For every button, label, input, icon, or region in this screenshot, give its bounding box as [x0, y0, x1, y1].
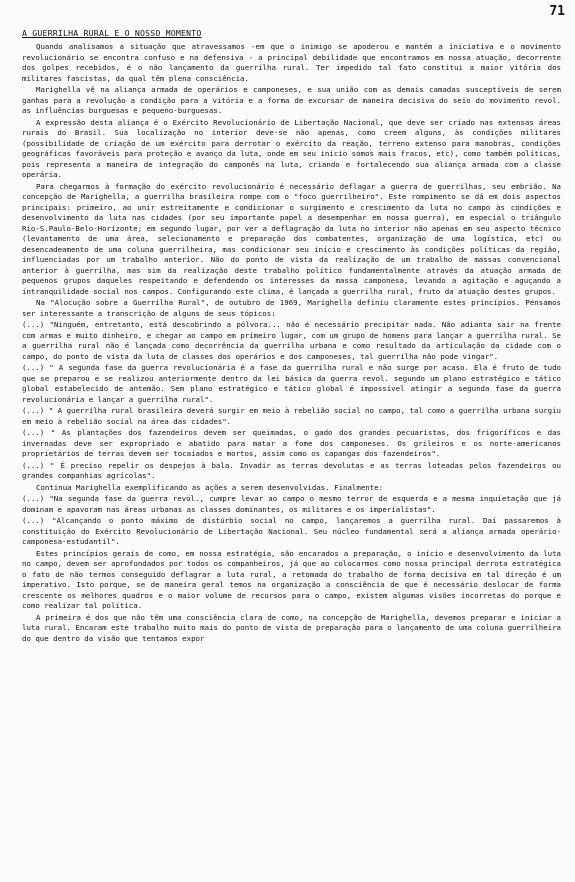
- quote-paragraph: (...) "Alcançando o ponto máximo de distúrbio social no campo, lançaremos a guerrilha rural. Daí passaremos à constituição do Exército Revolucionário de Libertação Nacional. Seu núcleo fundamental será a aliança armada operário-camponesa-estudantil".: [22, 516, 561, 546]
- page-number: 71: [549, 4, 565, 19]
- quote-paragraph: (...) " A guerrilha rural brasileira deverá surgir em meio à rebelião social no campo, tal como a guerrilha urbana surgiu em meio à rebelião social na área das cidades".: [22, 406, 561, 426]
- body-paragraph: Marighella vê na aliança armada de operários e camponeses, e sua união com as demais camadas susceptíveis de serem ganhas para a revolução a condição para a vitória e a forma de excursar de maneira decisiva do seio do movimento revol. as influências burguesas e pequeno-burguesas.: [22, 85, 561, 115]
- body-paragraph: Na "Alocução sobre a Guerrilha Rural", de outubro de 1969, Marighella definiu claramente estes princípios. Pensamos ser interessante a transcrição de alguns de seus tópicos:: [22, 298, 561, 318]
- quote-paragraph: (...) "Ninguém, entretanto, está descobrindo a pólvora... não é necessário precipitar nada. Não adianta sair na frente com armas e muito dinheiro, e chegar ao campo em primeiro lugar, com um grupo de homens para lançar a guerrilha rural. Se a guerrilha rural não é lançada como decorrência da guerrilha urbana e como resultado da articulação da cidade com o campo, do ponto de vista da luta de classes dos operários e dos camponeses, tal guerrilha não pode vingar".: [22, 320, 561, 361]
- document-body: [22, 42, 561, 644]
- body-paragraph: A primeira é dos que não têm uma consciência clara de como, na concepção de Marighella, devemos preparar e iniciar a luta rural. Encaram este trabalho muito mais do ponto de vista de preparação para o lançamento de uma coluna guerrilheira do que dentro da visão que tentamos expor: [22, 612, 561, 643]
- quote-paragraph: (...) "Na segunda fase da guerra revol., cumpre levar ao campo o mesmo terror de esquerda e a mesma inquietação que já dominam e apavoram nas áreas urbanas as classes dominantes, os militares e os imperialistas".: [22, 494, 561, 514]
- quote-paragraph: (...) " As plantações dos fazendeiros devem ser queimadas, o gado dos grandes pecuaristas, dos frigoríficos e das invernadas deve ser expropriado e abatido para matar a fome dos camponeses. Os grileiros e os norte-americanos proprietários de terras devem ser tocaiados e mortos, assim como os capangas dos fazendeiros".: [22, 428, 561, 458]
- quote-paragraph: (...) " É preciso repelir os despejos à bala. Invadir as terras devolutas e as terras loteadas pelos fazendeiros ou grandes companhias agrícolas".: [22, 460, 561, 480]
- body-paragraph: Estes princípios gerais de como, em nossa estratégia, são encarados a preparação, o início e desenvolvimento da luta no campo, devem ser aprofundados por todos os companheiros, já que ao colocarmos como nossa principal derrota estratégica o fato de não termos conseguido deflagrar a luta rural, a retomada do trabalho de forma decisiva em tal direção é um imperativo. Isto porque, se de maneira geral temos na organização a consciência de que é necessário deslocar de forma crescente os melhores quadros e o maior volume de recursos para o campo, existem algumas visões incorretas do porque e como realizar tal política.: [22, 548, 561, 610]
- body-paragraph: Para chegarmos à formação do exército revolucionário é necessário deflagar a guerra de guerrilhas, seu embrião. Na concepção de Marighella, a guerrilha brasileira rompe com o "foco guerrilheiro". Este rompimento se dá em dois aspectos principais: primeiro, ao unir estreitamente e condicionar o surgimento e crescimento da luta no campo às condições e desenvolvimento da luta nas cidades (por seu importante papel a desempenhar em nossa guerra), em especial o triângulo Rio-S.Paulo-Belo-Horizonte; em segundo lugar, por ver a deflagração da luta no interior não apenas em seu aspecto técnico (levantamento de uma área, selecionamento e preparação dos combatentes, organização de uma logística, etc) ou desencadeamento de uma coluna guerrilheira, mas condicionar seu início e crescimento às condições políticas da região, influenciadas por um trabalho anterior. Não do ponto de vista da realização de um trabalho de massas convencional anterior à guerrilha, mas sim da realização deste trabalho político fundamentalmente através da atuação armada de pequenos grupos daqueles respeitando e defendendo os interesses da massa camponesa, levando a agitação e aguçando a intranquilidade social nos campos. Configurando este clima, é lançada a guerrilha rural, fruto da atuação destes grupos.: [22, 181, 561, 296]
- document-title: A GUERRILHA RURAL E O NOSSO MOMENTO: [22, 28, 202, 38]
- body-paragraph: Continua Marighella exemplificando as ações a serem desenvolvidas. Finalmente:: [36, 482, 384, 492]
- body-paragraph: Quando analisamos a situação que atravessamos -em que o inimigo se apoderou e mantém a iniciativa e o movimento revolucionário se encontra confuso e na defensiva - a principal debilidade que encontramos em nossa atuação, decorrente dos golpes recebidos, é o não lançamento da guerrilha rural. Ter impedido tal fato constitui a maior vitória dos militares fascistas, da qual têm plena consciência.: [22, 42, 561, 83]
- body-paragraph: A expressão desta aliança é o Exército Revolucionário de Libertação Nacional, que deve ser criado nas extensas áreas rurais do Brasil. Sua localização no interior deve-se não apenas, como creem alguns, às condições militares (possibilidade de criação de um exército para derrotar o exército da reação, terreno extenso para manobras, condições geográficas favoráveis para proteção e avanço da luta, onde em seu início somos mais fracos, etc), como também políticas, pois representa a maneira de integração do camponês na luta, criando e fortalecendo sua aliança armada com a classe operária.: [22, 117, 561, 179]
- quote-paragraph: (...) " A segunda fase da guerra revolucionária é a fase da guerrilha rural e não surge por acaso. Ela é fruto de tudo que se preparou e se realizou anteriormente dentro da lei básica da guerra revol. segundo um plano estratégico e tático global estabelecido de antemão. Sem plano estratégico e tático global é impossível atingir a segunda fase da guerra revolucionária e lançar a guerrilha rural".: [22, 363, 561, 404]
